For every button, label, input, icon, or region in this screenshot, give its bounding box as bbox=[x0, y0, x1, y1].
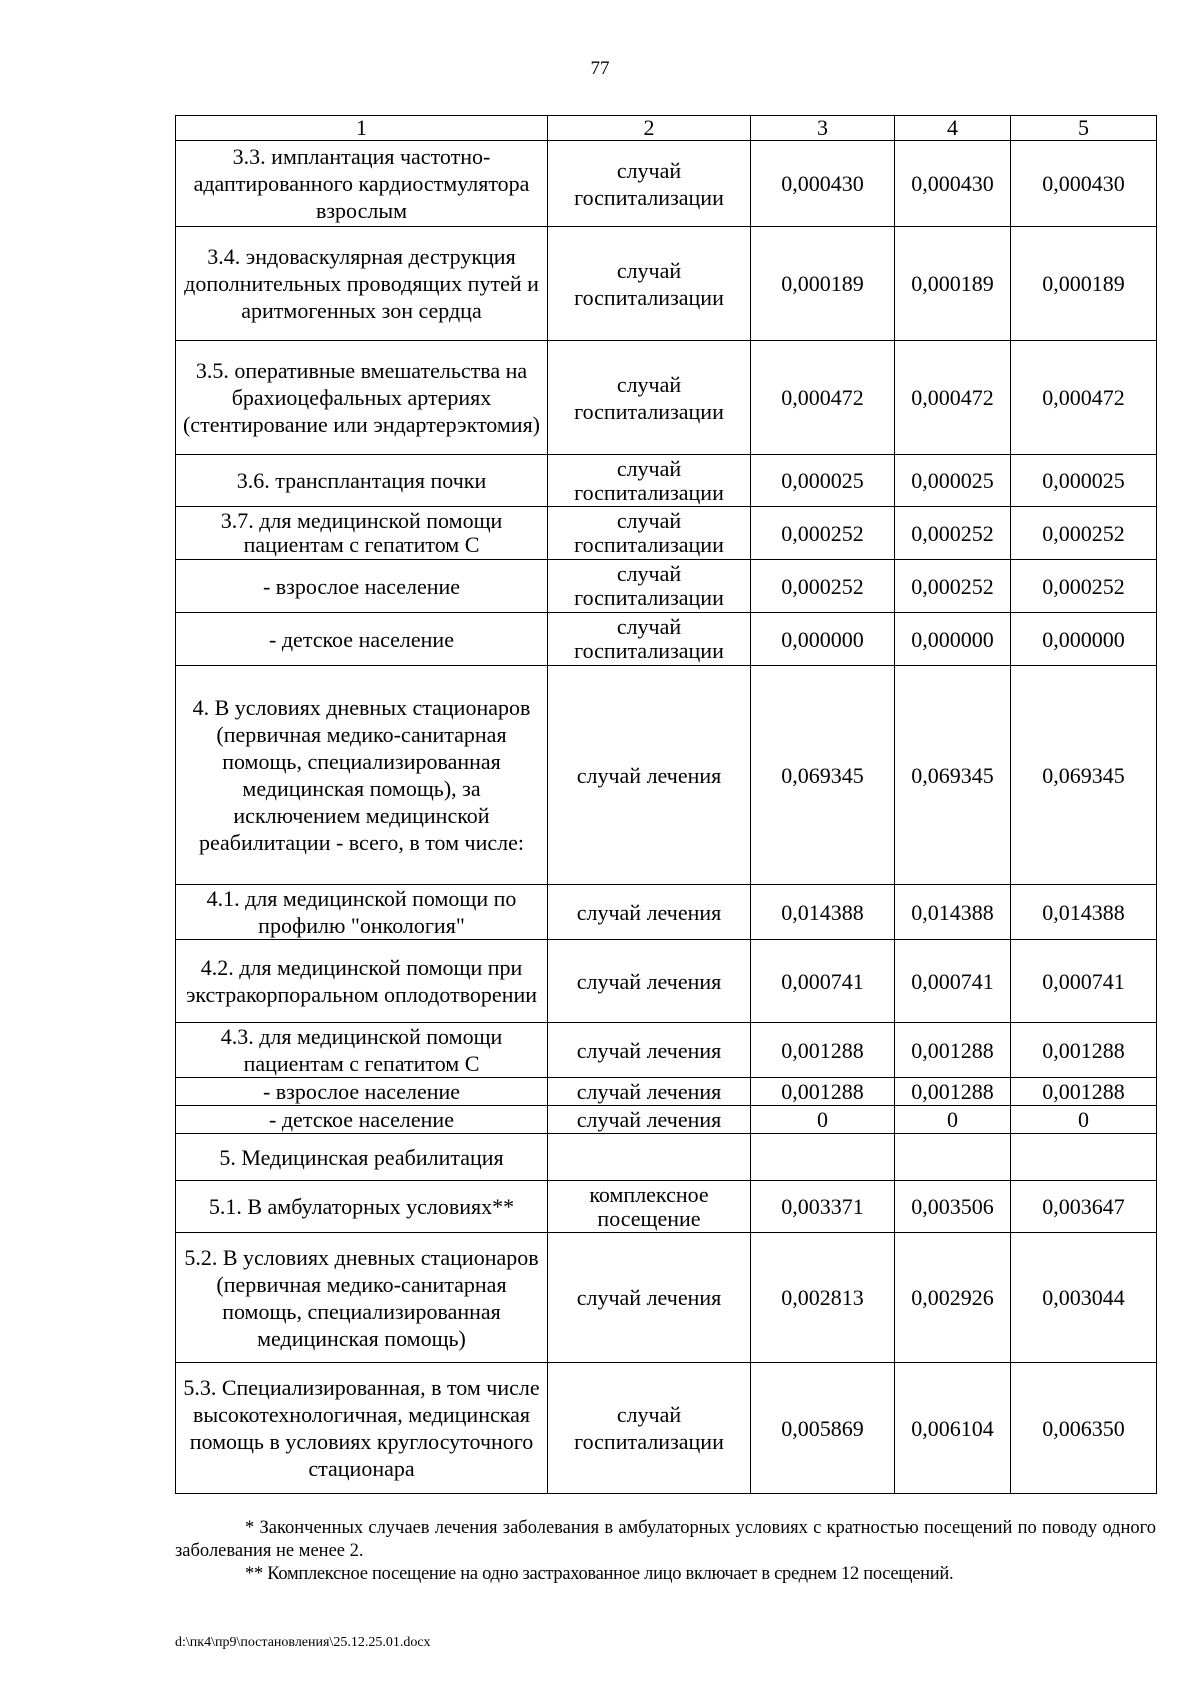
value-cell: 0,069345 bbox=[895, 666, 1011, 885]
unit-cell: случай лечения bbox=[548, 1078, 751, 1106]
indicator-name: 3.7. для медицинской помощи пациентам с гепатитом С bbox=[176, 507, 548, 560]
value-cell: 0,000472 bbox=[751, 341, 895, 455]
value-cell: 0,001288 bbox=[1011, 1078, 1157, 1106]
value-cell: 0,001288 bbox=[751, 1023, 895, 1078]
indicator-name: 3.5. оперативные вмешательства на брахиоцефальных артериях (стентирование или эндартерэктомия) bbox=[176, 341, 548, 455]
table-row bbox=[176, 455, 1157, 507]
table-row bbox=[176, 1363, 1157, 1494]
value-cell: 0,001288 bbox=[895, 1078, 1011, 1106]
value-cell: 0,000252 bbox=[751, 507, 895, 560]
table-row bbox=[176, 1023, 1157, 1078]
column-header: 5 bbox=[1011, 116, 1157, 141]
column-header: 3 bbox=[751, 116, 895, 141]
value-cell: 0,000430 bbox=[895, 141, 1011, 227]
indicator-name: 5.3. Специализированная, в том числе высокотехнологичная, медицинская помощь в условиях круглосуточного стационара bbox=[176, 1363, 548, 1494]
table-row bbox=[176, 1134, 1157, 1181]
table-row bbox=[176, 507, 1157, 560]
table-row bbox=[176, 1106, 1157, 1134]
value-cell: 0,001288 bbox=[1011, 1023, 1157, 1078]
value-cell: 0,000025 bbox=[895, 455, 1011, 507]
table-header-row bbox=[176, 116, 1157, 141]
value-cell bbox=[1011, 1134, 1157, 1181]
indicator-name: 5.1. В амбулаторных условиях** bbox=[176, 1181, 548, 1233]
column-header: 4 bbox=[895, 116, 1011, 141]
value-cell: 0,000430 bbox=[751, 141, 895, 227]
value-cell: 0,000741 bbox=[895, 940, 1011, 1023]
unit-cell: случай госпитализации bbox=[548, 560, 751, 613]
value-cell: 0,069345 bbox=[751, 666, 895, 885]
value-cell: 0,014388 bbox=[751, 885, 895, 940]
value-cell bbox=[751, 1134, 895, 1181]
unit-cell: случай госпитализации bbox=[548, 227, 751, 341]
data-table bbox=[175, 115, 1157, 1494]
table-row bbox=[176, 341, 1157, 455]
value-cell: 0,000000 bbox=[1011, 613, 1157, 666]
value-cell: 0,000189 bbox=[895, 227, 1011, 341]
value-cell: 0,006350 bbox=[1011, 1363, 1157, 1494]
unit-cell: случай госпитализации bbox=[548, 1363, 751, 1494]
indicator-name: 4.1. для медицинской помощи по профилю "онкология" bbox=[176, 885, 548, 940]
value-cell: 0,006104 bbox=[895, 1363, 1011, 1494]
file-path: d:\пк4\пр9\постановления\25.12.25.01.docx bbox=[175, 1635, 431, 1650]
table-row bbox=[176, 1233, 1157, 1363]
indicator-name: 3.3. имплантация частотно-адаптированного кардиостмулятора взрослым bbox=[176, 141, 548, 227]
indicator-name: 4.3. для медицинской помощи пациентам с гепатитом С bbox=[176, 1023, 548, 1078]
indicator-name: - детское население bbox=[176, 613, 548, 666]
footnotes bbox=[175, 1517, 1156, 1586]
unit-cell: случай лечения bbox=[548, 1023, 751, 1078]
page-number: 77 bbox=[590, 58, 610, 79]
indicator-name: 5.2. В условиях дневных стационаров (первичная медико-санитарная помощь, специализированная медицинская помощь) bbox=[176, 1233, 548, 1363]
table-row bbox=[176, 227, 1157, 341]
value-cell: 0,000252 bbox=[895, 560, 1011, 613]
value-cell: 0,000000 bbox=[751, 613, 895, 666]
value-cell: 0 bbox=[1011, 1106, 1157, 1134]
section-title: 5. Медицинская реабилитация bbox=[176, 1134, 548, 1181]
value-cell: 0,001288 bbox=[751, 1078, 895, 1106]
indicator-name: - взрослое население bbox=[176, 560, 548, 613]
unit-cell: случай лечения bbox=[548, 940, 751, 1023]
value-cell: 0,000472 bbox=[1011, 341, 1157, 455]
footnote-1: * Законченных случаев лечения заболевания в амбулаторных условиях с кратностью посещений по поводу одного заболевания не менее 2. bbox=[175, 1518, 1156, 1561]
value-cell: 0,003506 bbox=[895, 1181, 1011, 1233]
value-cell: 0,000430 bbox=[1011, 141, 1157, 227]
table-row bbox=[176, 666, 1157, 885]
value-cell: 0,000025 bbox=[1011, 455, 1157, 507]
value-cell: 0,000741 bbox=[1011, 940, 1157, 1023]
table-row bbox=[176, 141, 1157, 227]
indicator-name: - взрослое население bbox=[176, 1078, 548, 1106]
value-cell: 0,000000 bbox=[895, 613, 1011, 666]
table-row bbox=[176, 885, 1157, 940]
unit-cell: случай госпитализации bbox=[548, 613, 751, 666]
unit-cell bbox=[548, 1134, 751, 1181]
unit-cell: случай госпитализации bbox=[548, 507, 751, 560]
indicator-name: 3.4. эндоваскулярная деструкция дополнительных проводящих путей и аритмогенных зон сердца bbox=[176, 227, 548, 341]
value-cell bbox=[895, 1134, 1011, 1181]
value-cell: 0,014388 bbox=[1011, 885, 1157, 940]
unit-cell: случай госпитализации bbox=[548, 341, 751, 455]
indicator-name: 3.6. трансплантация почки bbox=[176, 455, 548, 507]
value-cell: 0 bbox=[895, 1106, 1011, 1134]
value-cell: 0,014388 bbox=[895, 885, 1011, 940]
unit-cell: случай лечения bbox=[548, 1233, 751, 1363]
value-cell: 0,000252 bbox=[895, 507, 1011, 560]
value-cell: 0,002926 bbox=[895, 1233, 1011, 1363]
value-cell: 0,001288 bbox=[895, 1023, 1011, 1078]
table-row bbox=[176, 560, 1157, 613]
unit-cell: случай лечения bbox=[548, 666, 751, 885]
value-cell: 0,003044 bbox=[1011, 1233, 1157, 1363]
indicator-name: 4. В условиях дневных стационаров (первичная медико-санитарная помощь, специализированная медицинская помощь), за исключением медицинской реабилитации - всего, в том числе: bbox=[176, 666, 548, 885]
footnote-2: ** Комплексное посещение на одно застрахованное лицо включает в среднем 12 посещений. bbox=[245, 1564, 954, 1584]
value-cell: 0,000252 bbox=[751, 560, 895, 613]
value-cell: 0,000189 bbox=[1011, 227, 1157, 341]
table-row bbox=[176, 940, 1157, 1023]
value-cell: 0,000025 bbox=[751, 455, 895, 507]
value-cell: 0,069345 bbox=[1011, 666, 1157, 885]
table-row bbox=[176, 613, 1157, 666]
value-cell: 0,000741 bbox=[751, 940, 895, 1023]
value-cell: 0,002813 bbox=[751, 1233, 895, 1363]
value-cell: 0,003371 bbox=[751, 1181, 895, 1233]
unit-cell: случай госпитализации bbox=[548, 141, 751, 227]
value-cell: 0,000252 bbox=[1011, 560, 1157, 613]
column-header: 1 bbox=[176, 116, 548, 141]
value-cell: 0 bbox=[751, 1106, 895, 1134]
unit-cell: случай госпитализации bbox=[548, 455, 751, 507]
value-cell: 0,000472 bbox=[895, 341, 1011, 455]
value-cell: 0,003647 bbox=[1011, 1181, 1157, 1233]
unit-cell: случай лечения bbox=[548, 1106, 751, 1134]
unit-cell: случай лечения bbox=[548, 885, 751, 940]
table-row bbox=[176, 1078, 1157, 1106]
unit-cell: комплексное посещение bbox=[548, 1181, 751, 1233]
value-cell: 0,005869 bbox=[751, 1363, 895, 1494]
indicator-name: 4.2. для медицинской помощи при экстракорпоральном оплодотворении bbox=[176, 940, 548, 1023]
value-cell: 0,000252 bbox=[1011, 507, 1157, 560]
value-cell: 0,000189 bbox=[751, 227, 895, 341]
table-row bbox=[176, 1181, 1157, 1233]
indicator-name: - детское население bbox=[176, 1106, 548, 1134]
column-header: 2 bbox=[548, 116, 751, 141]
